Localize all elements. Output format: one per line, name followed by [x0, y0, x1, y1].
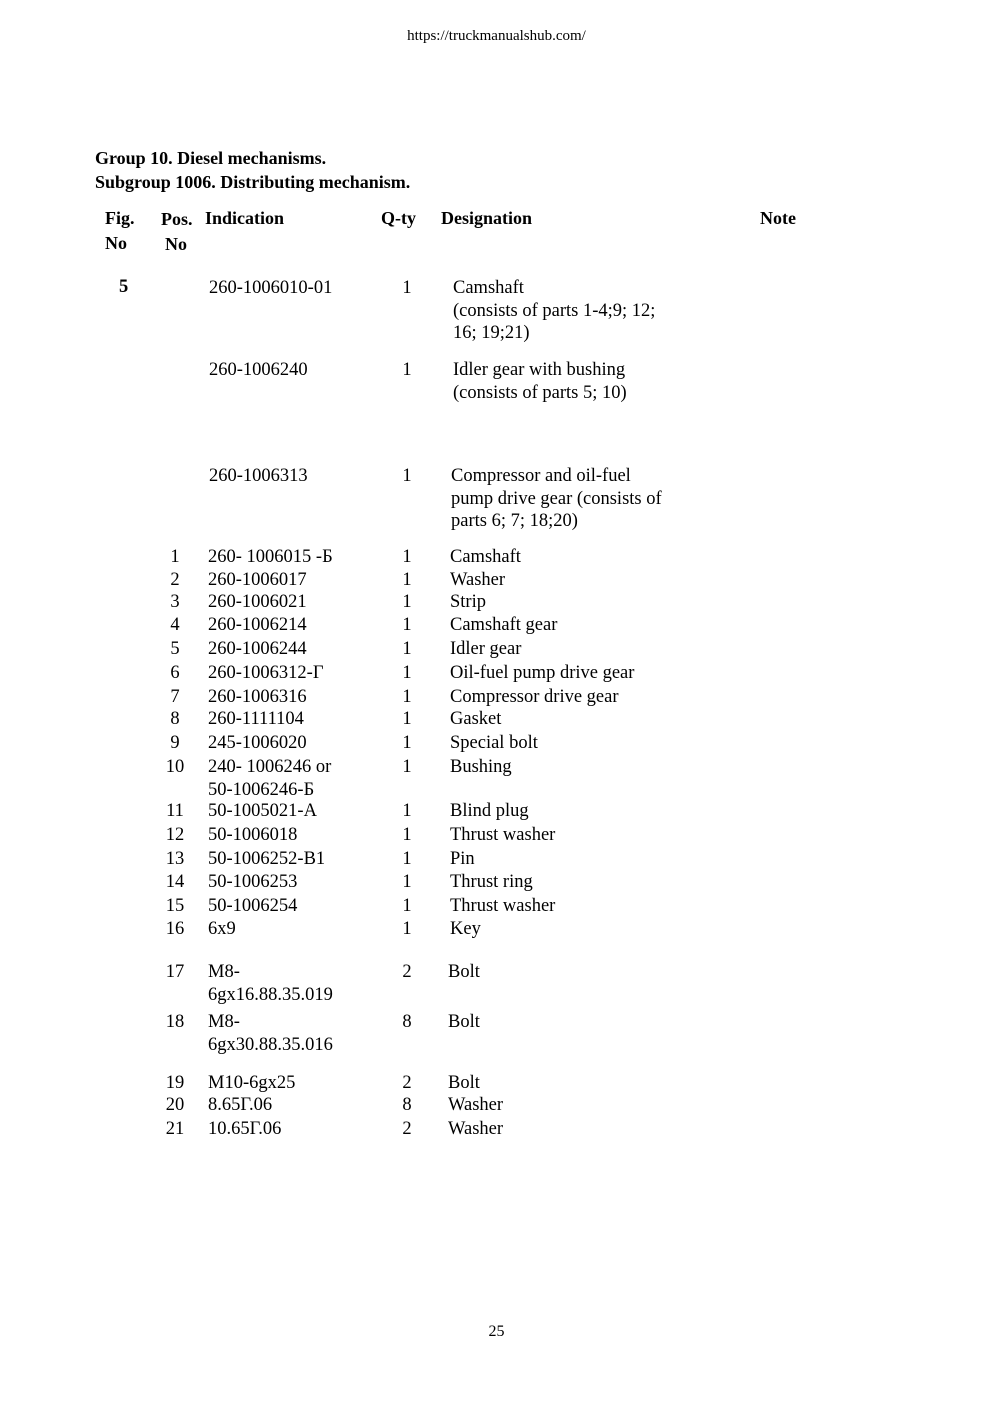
assembly-indication: 260-1006240 [209, 360, 308, 380]
part-pos: 15 [165, 896, 185, 916]
part-indication: 260-1006021 [208, 592, 307, 612]
part-qty: 1 [402, 570, 412, 590]
col-indication-header: Indication [205, 208, 285, 228]
col-designation-header: Designation [441, 208, 533, 228]
part-qty: 1 [402, 663, 412, 683]
part-indication: 260-1111104 [208, 709, 304, 729]
part-designation: Thrust washer [450, 825, 556, 845]
part-qty: 1 [402, 801, 412, 821]
part-indication: 50-1005021-А [208, 801, 317, 821]
part-designation: Washer [448, 1095, 504, 1115]
part-designation: Camshaft [450, 547, 521, 567]
part-pos: 7 [170, 687, 180, 707]
part-pos: 17 [165, 962, 185, 982]
assembly-indication: 260-1006313 [209, 466, 308, 486]
part-indication: 260- 1006015 -Б [208, 547, 333, 567]
page-number: 25 [488, 1323, 505, 1340]
part-indication: 240- 1006246 or 50-1006246-Б [208, 757, 332, 800]
part-qty: 1 [402, 919, 412, 939]
part-pos: 11 [166, 801, 184, 821]
part-designation: Bolt [448, 962, 480, 982]
part-qty: 1 [402, 849, 412, 869]
part-pos: 18 [165, 1012, 185, 1032]
part-designation: Compressor drive gear [450, 687, 619, 707]
part-designation: Bolt [448, 1012, 480, 1032]
part-designation: Bushing [450, 757, 512, 777]
part-indication: 260-1006316 [208, 687, 307, 707]
part-qty: 2 [402, 1073, 412, 1093]
part-indication: 50-1006252-В1 [208, 849, 326, 869]
part-qty: 2 [402, 962, 412, 982]
part-qty: 1 [402, 872, 412, 892]
part-indication: 6x9 [208, 919, 236, 939]
part-indication: 10.65Г.06 [208, 1119, 282, 1139]
part-designation: Oil-fuel pump drive gear [450, 663, 635, 683]
col-note-header: Note [760, 208, 796, 228]
part-indication: 260-1006312-Г [208, 663, 324, 683]
part-pos: 5 [170, 639, 180, 659]
part-designation: Gasket [450, 709, 502, 729]
assembly-qty: 1 [402, 466, 412, 486]
part-pos: 19 [165, 1073, 185, 1093]
part-designation: Bolt [448, 1073, 480, 1093]
part-qty: 8 [402, 1095, 412, 1115]
part-pos: 2 [170, 570, 180, 590]
subgroup-title: Subgroup 1006. Distributing mechanism. [95, 172, 411, 192]
assembly-qty: 1 [402, 278, 412, 298]
part-qty: 1 [402, 687, 412, 707]
part-designation: Blind plug [450, 801, 529, 821]
part-designation: Washer [448, 1119, 504, 1139]
part-pos: 21 [165, 1119, 185, 1139]
part-pos: 16 [165, 919, 185, 939]
part-designation: Strip [450, 592, 486, 612]
part-pos: 6 [170, 663, 180, 683]
col-pos-header: Pos. No [161, 209, 193, 254]
part-pos: 4 [170, 615, 180, 635]
col-qty-header: Q-ty [381, 208, 416, 228]
part-designation: Washer [450, 570, 506, 590]
part-pos: 12 [165, 825, 185, 845]
part-designation: Thrust ring [450, 872, 533, 892]
part-indication: 50-1006254 [208, 896, 298, 916]
part-pos: 20 [165, 1095, 185, 1115]
part-pos: 1 [170, 547, 180, 567]
part-pos: 9 [170, 733, 180, 753]
part-qty: 1 [402, 615, 412, 635]
part-indication: M8- 6gx30.88.35.016 [208, 1012, 333, 1055]
part-qty: 1 [402, 547, 412, 567]
part-indication: 260-1006214 [208, 615, 307, 635]
part-designation: Pin [450, 849, 475, 869]
part-pos: 8 [170, 709, 180, 729]
part-qty: 1 [402, 825, 412, 845]
part-indication: 50-1006253 [208, 872, 298, 892]
part-qty: 1 [402, 757, 412, 777]
part-qty: 8 [402, 1012, 412, 1032]
part-indication: 260-1006244 [208, 639, 307, 659]
assembly-designation: Camshaft (consists of parts 1-4;9; 12; 16; 19;21) [453, 278, 656, 343]
header-url: https://truckmanualshub.com/ [407, 28, 586, 44]
part-designation: Special bolt [450, 733, 538, 753]
part-indication: 245-1006020 [208, 733, 307, 753]
part-qty: 1 [402, 733, 412, 753]
assembly-qty: 1 [402, 360, 412, 380]
part-qty: 2 [402, 1119, 412, 1139]
part-designation: Idler gear [450, 639, 522, 659]
part-qty: 1 [402, 592, 412, 612]
part-indication: 8.65Г.06 [208, 1095, 273, 1115]
col-fig-header: Fig. No [105, 208, 135, 253]
assembly-designation: Compressor and oil-fuel pump drive gear (consists of parts 6; 7; 18;20) [451, 466, 662, 531]
part-indication: 50-1006018 [208, 825, 298, 845]
part-qty: 1 [402, 896, 412, 916]
assembly-indication: 260-1006010-01 [209, 278, 333, 298]
part-pos: 14 [165, 872, 185, 892]
part-indication: M8- 6gx16.88.35.019 [208, 962, 333, 1005]
part-designation: Thrust washer [450, 896, 556, 916]
fig-number: 5 [119, 277, 129, 297]
part-indication: 260-1006017 [208, 570, 307, 590]
part-designation: Key [450, 919, 481, 939]
part-pos: 13 [165, 849, 185, 869]
part-indication: M10-6gx25 [208, 1073, 296, 1093]
assembly-designation: Idler gear with bushing (consists of parts 5; 10) [453, 360, 627, 403]
group-title: Group 10. Diesel mechanisms. [95, 148, 327, 168]
part-qty: 1 [402, 709, 412, 729]
part-pos: 10 [165, 757, 185, 777]
part-pos: 3 [170, 592, 180, 612]
part-designation: Camshaft gear [450, 615, 558, 635]
part-qty: 1 [402, 639, 412, 659]
